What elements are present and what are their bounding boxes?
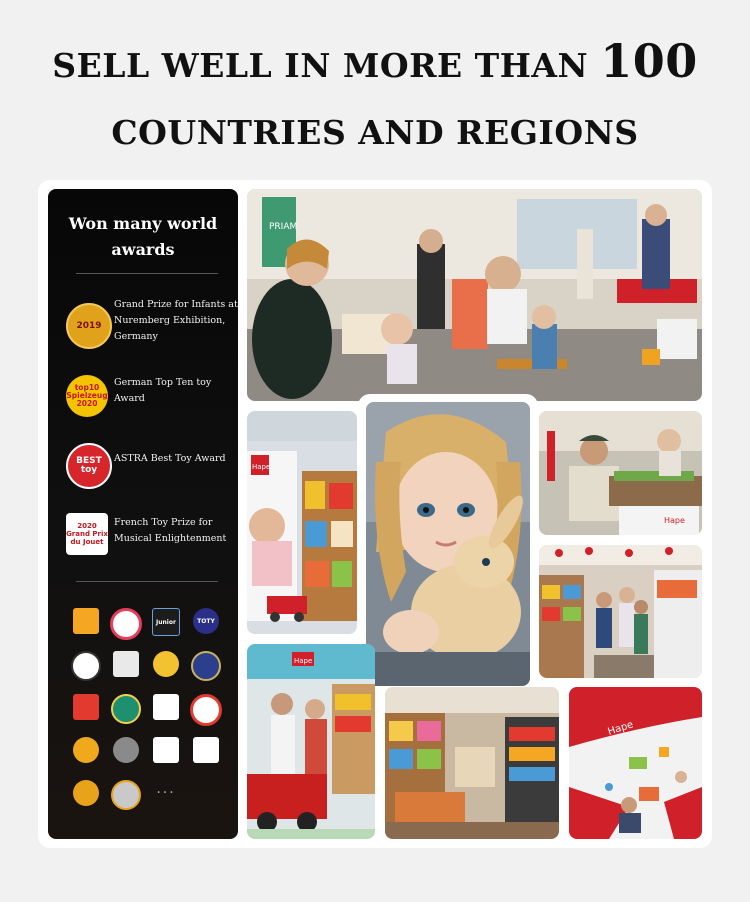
award-logo-icon	[110, 608, 142, 640]
sign-label: Hape	[294, 657, 313, 665]
award-logo-icon	[71, 651, 101, 681]
toy-fair-crowd-photo	[247, 189, 702, 401]
junior-award-logo-icon: Junior	[152, 608, 180, 636]
hape-store-shelves-photo	[247, 411, 357, 634]
awards-panel	[48, 189, 238, 839]
award-item-grand-prix	[62, 507, 238, 563]
center-photo-frame	[358, 394, 538, 694]
award-logo-icon	[73, 780, 99, 806]
award-item-astra	[62, 437, 238, 493]
sign-label: Hape	[664, 516, 685, 525]
more-logos-indicator: ···	[156, 785, 176, 801]
award-logo-icon	[113, 651, 139, 677]
award-logo-icon	[73, 694, 99, 720]
award-logo-icon	[73, 737, 99, 763]
nuremberg-prize-medal-icon: 2019	[66, 303, 112, 349]
top10-spielzeug-icon: top10 Spielzeug 2020	[66, 375, 108, 417]
sign-label: Hape	[252, 463, 271, 471]
award-logo-icon	[193, 737, 219, 763]
award-logo-icon	[153, 737, 179, 763]
toty-logo-icon: TOTY	[193, 608, 219, 634]
award-label: Grand Prize for Infants at Nuremberg Exhibition, Germany	[114, 299, 238, 342]
headline-number: 100	[600, 34, 698, 88]
award-label: German Top Ten toy Award	[114, 377, 212, 404]
sign-label: Hape	[606, 719, 635, 738]
award-logo-icon	[111, 780, 141, 810]
girl-with-plush-bunny-photo	[366, 402, 530, 686]
hape-table-play-photo	[539, 411, 702, 535]
grand-prix-du-jouet-icon: 2020 Grand Prix du Jouet	[66, 513, 108, 555]
headline-line-1	[0, 34, 750, 88]
hape-shop-staff-photo	[247, 644, 375, 839]
awards-title: Won many world awards	[68, 214, 218, 259]
award-label: French Toy Prize for Musical Enlightenment	[114, 517, 227, 544]
award-logo-icon	[153, 651, 179, 677]
divider	[76, 581, 218, 582]
astra-best-toy-icon: BEST toy	[66, 443, 112, 489]
award-logo-icon	[73, 608, 99, 634]
sign-label: PRIAM	[269, 222, 298, 232]
good-toy-logo-icon	[153, 694, 179, 720]
headline-line-2: COUNTRIES AND REGIONS	[111, 113, 639, 152]
divider	[76, 273, 218, 274]
award-item-top10	[62, 369, 238, 425]
award-logo-icon	[190, 694, 222, 726]
toy-shop-interior-photo	[385, 687, 559, 839]
award-logos-grid	[66, 604, 226, 819]
award-label: ASTRA Best Toy Award	[114, 453, 226, 464]
headline-text: SELL WELL IN MORE THAN	[52, 46, 589, 85]
award-logo-icon	[111, 694, 141, 724]
award-logo-icon	[113, 737, 139, 763]
busy-store-aisle-photo	[539, 545, 702, 678]
hape-floor-play-area-photo	[569, 687, 702, 839]
award-item-nuremberg	[62, 297, 238, 353]
award-logo-icon	[191, 651, 221, 681]
